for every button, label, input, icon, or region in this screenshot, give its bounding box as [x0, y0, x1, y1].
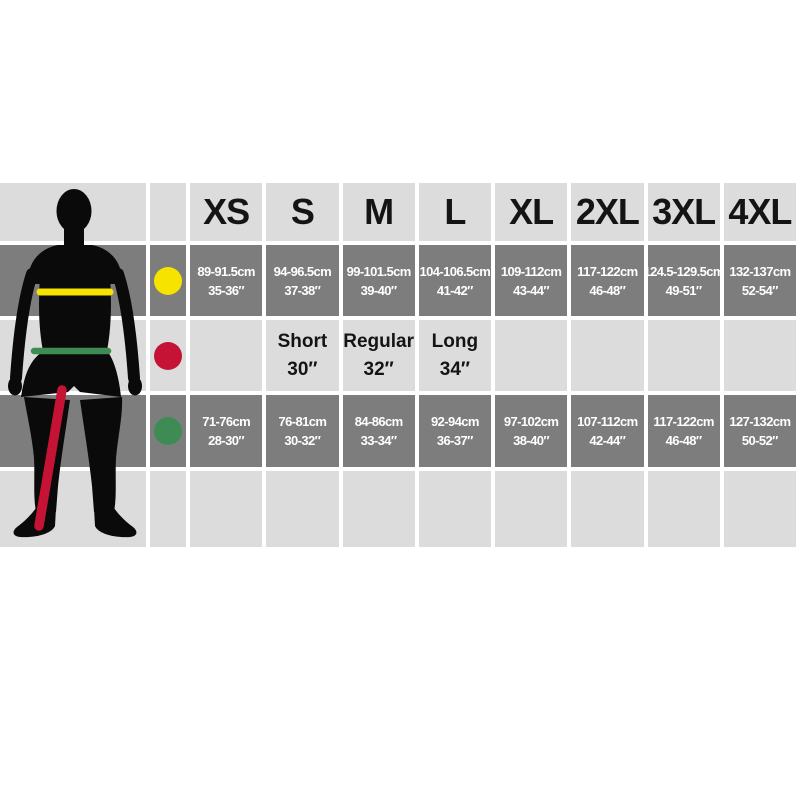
chest-cell-l: 104-106.5cm 41-42″ [419, 245, 491, 316]
empty-cell [343, 471, 415, 547]
waist-marker-cell [150, 395, 186, 467]
waist-cell-xs: 71-76cm 28-30″ [190, 395, 262, 467]
waist-cell-2xl: 107-112cm 42-44″ [571, 395, 643, 467]
silhouette-right-arm [118, 274, 134, 378]
fit-cell-s: Short 30″ [266, 320, 338, 391]
fit-cell-xs [190, 320, 262, 391]
empty-cell [724, 471, 796, 547]
chest-marker-cell [150, 245, 186, 316]
silhouette-body [8, 189, 142, 537]
fit-cell-3xl [648, 320, 720, 391]
marker-column-header [150, 183, 186, 241]
fit-cell-2xl [571, 320, 643, 391]
silhouette-shorts [21, 352, 121, 397]
empty-cell [419, 471, 491, 547]
size-header-l: L [419, 183, 491, 241]
empty-marker-cell [150, 471, 186, 547]
fit-cell-m: Regular 32″ [343, 320, 415, 391]
size-header-3xl: 3XL [648, 183, 720, 241]
chest-cell-s: 94-96.5cm 37-38″ [266, 245, 338, 316]
empty-cell [648, 471, 720, 547]
silhouette-right-hand [128, 377, 142, 396]
chest-cell-2xl: 117-122cm 46-48″ [571, 245, 643, 316]
fit-cell-l: Long 34″ [419, 320, 491, 391]
chest-cell-xs: 89-91.5cm 35-36″ [190, 245, 262, 316]
size-header-xs: XS [190, 183, 262, 241]
silhouette-right-foot [94, 508, 136, 537]
fit-marker-cell [150, 320, 186, 391]
size-header-2xl: 2XL [571, 183, 643, 241]
silhouette-left-arm [16, 274, 32, 378]
chest-marker-dot [154, 267, 182, 295]
waist-cell-m: 84-86cm 33-34″ [343, 395, 415, 467]
size-header-m: M [343, 183, 415, 241]
chest-cell-m: 99-101.5cm 39-40″ [343, 245, 415, 316]
waist-cell-3xl: 117-122cm 46-48″ [648, 395, 720, 467]
chest-cell-4xl: 132-137cm 52-54″ [724, 245, 796, 316]
waist-cell-xl: 97-102cm 38-40″ [495, 395, 567, 467]
silhouette-left-hand [8, 377, 22, 396]
empty-cell [571, 471, 643, 547]
waist-marker-dot [154, 417, 182, 445]
fit-marker-dot [154, 342, 182, 370]
waist-cell-l: 92-94cm 36-37″ [419, 395, 491, 467]
chest-cell-3xl: 124.5-129.5cm 49-51″ [648, 245, 720, 316]
silhouette-right-leg [80, 397, 122, 512]
body-silhouette [0, 180, 150, 550]
waist-cell-s: 76-81cm 30-32″ [266, 395, 338, 467]
size-header-4xl: 4XL [724, 183, 796, 241]
empty-cell [495, 471, 567, 547]
fit-cell-xl [495, 320, 567, 391]
chest-cell-xl: 109-112cm 43-44″ [495, 245, 567, 316]
fit-cell-4xl [724, 320, 796, 391]
empty-cell [266, 471, 338, 547]
size-header-xl: XL [495, 183, 567, 241]
waist-cell-4xl: 127-132cm 50-52″ [724, 395, 796, 467]
size-header-s: S [266, 183, 338, 241]
empty-cell [190, 471, 262, 547]
